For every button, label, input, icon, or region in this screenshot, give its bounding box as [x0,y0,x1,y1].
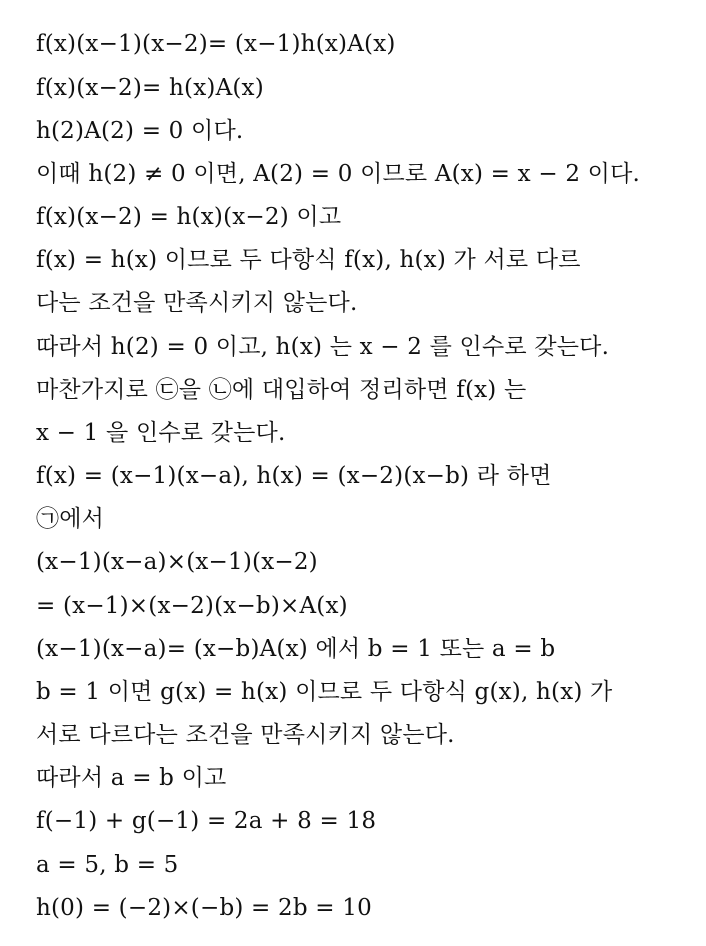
text-line: f(x) = h(x) 이므로 두 다항식 f(x), h(x) 가 서로 다르 [36,247,581,273]
text-line: 서로 다르다는 조건을 만족시키지 않는다. [36,722,455,748]
text-line: a = 5, b = 5 [36,852,179,878]
text-line: (x−1)(x−a)×(x−1)(x−2) [36,549,318,575]
text-line: f(x)(x−2)= h(x)A(x) [36,75,264,101]
text-line: f(x)(x−1)(x−2)= (x−1)h(x)A(x) [36,31,396,57]
text-line: f(x)(x−2) = h(x)(x−2) 이고 [36,204,342,230]
text-line: f(x) = (x−1)(x−a), h(x) = (x−2)(x−b) 라 하면 [36,463,552,489]
text-line: 이때 h(2) ≠ 0 이면, A(2) = 0 이므로 A(x) = x − 2 이다. [36,161,641,187]
solution-text [36,22,696,932]
text-line: 마찬가지로 ㉢을 ㉡에 대입하여 정리하면 f(x) 는 [36,377,527,403]
text-line: ㉠에서 [36,506,105,532]
text-line: = (x−1)×(x−2)(x−b)×A(x) [36,593,348,619]
text-line: h(0) = (−2)×(−b) = 2b = 10 [36,895,372,921]
text-line: 다는 조건을 만족시키지 않는다. [36,290,358,316]
text-line: b = 1 이면 g(x) = h(x) 이므로 두 다항식 g(x), h(x) 가 [36,679,613,705]
text-line: h(2)A(2) = 0 이다. [36,118,244,144]
text-line: x − 1 을 인수로 갖는다. [36,420,286,446]
text-line: 따라서 a = b 이고 [36,765,227,791]
text-line: f(−1) + g(−1) = 2a + 8 = 18 [36,808,377,834]
text-line: 따라서 h(2) = 0 이고, h(x) 는 x − 2 를 인수로 갖는다. [36,334,610,360]
text-line: (x−1)(x−a)= (x−b)A(x) 에서 b = 1 또는 a = b [36,636,556,662]
